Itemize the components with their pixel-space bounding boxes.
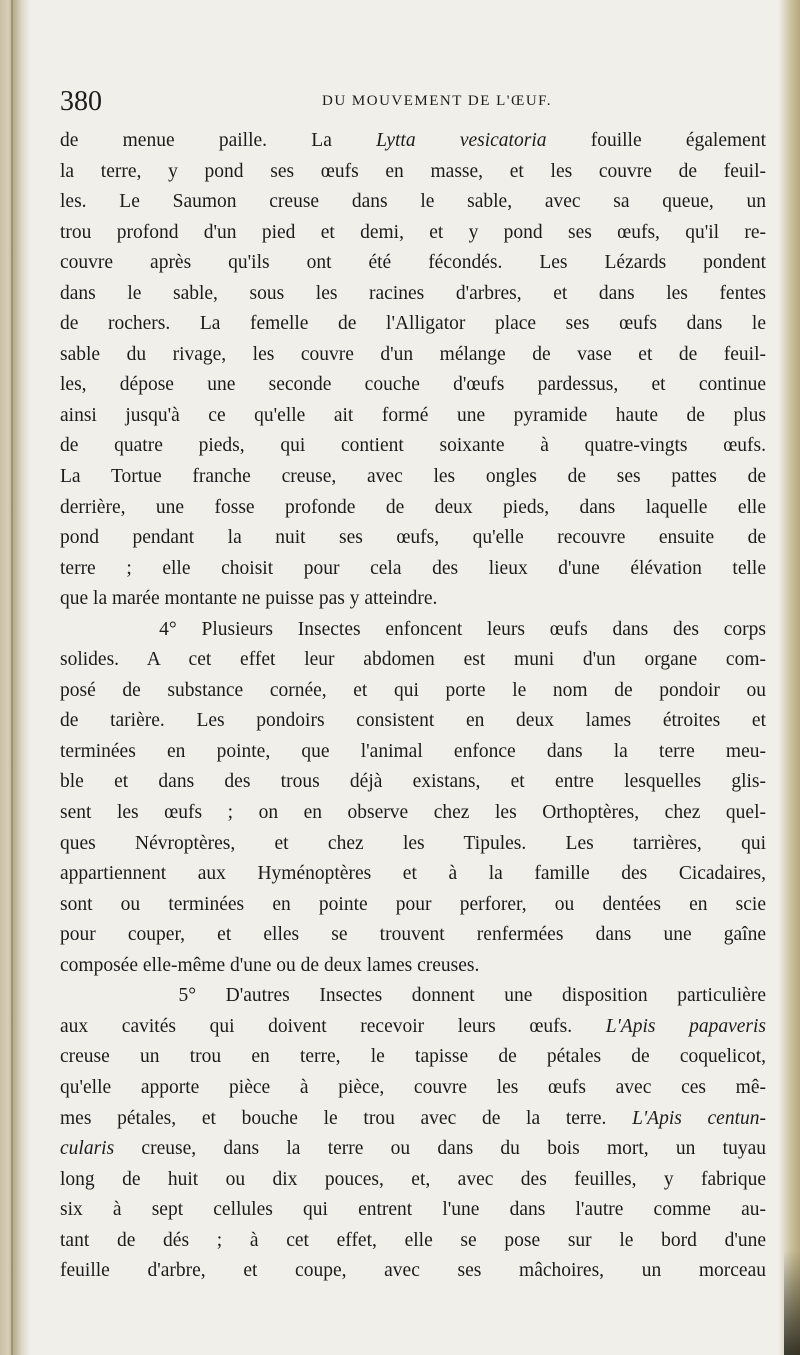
text-line [60, 309, 766, 340]
text-line [60, 584, 766, 615]
text-line [60, 767, 766, 798]
text-line [60, 157, 766, 188]
text-run: pond pendant la nuit ses œufs, qu'elle recouvre ensuite de [60, 527, 766, 549]
text-line [60, 1134, 766, 1165]
text-run: terre ; elle choisit pour cela des lieux d'une élévation telle [60, 557, 766, 579]
text-line [60, 462, 766, 493]
text-run: sent les œufs ; on en observe chez les Orthoptères, chez quel- [60, 802, 766, 824]
text-line [60, 1073, 766, 1104]
text-run: les. Le Saumon creuse dans le sable, avec sa queue, un [60, 191, 766, 213]
text-line [60, 951, 766, 982]
text-run: dans le sable, sous les racines d'arbres, et dans les fentes [60, 282, 766, 304]
text-line [60, 126, 766, 157]
text-run: long de huit ou dix pouces, et, avec des feuilles, y fabrique [60, 1168, 766, 1190]
italic-term: L'Apis papaveris [605, 1015, 766, 1037]
text-run: terminées en pointe, que l'animal enfonce dans la terre meu- [60, 740, 766, 762]
page-edge [778, 0, 800, 1355]
text-line [60, 187, 766, 218]
text-line [60, 1042, 766, 1073]
text-run: sable du rivage, les couvre d'un mélange de vase et de feuil- [60, 343, 766, 365]
italic-term: Lytta vesicatoria [376, 130, 547, 151]
text-line [60, 431, 766, 462]
text-line [60, 401, 766, 432]
text-line [60, 798, 766, 829]
text-line [60, 737, 766, 768]
text-line [60, 829, 766, 860]
text-line [60, 645, 766, 676]
text-line [60, 248, 766, 279]
text-run: feuille d'arbre, et coupe, avec ses mâchoires, un morceau [60, 1260, 766, 1282]
text-line [60, 1165, 766, 1196]
text-line [60, 1226, 766, 1257]
text-run: six à sept cellules qui entrent l'une dans l'autre comme au- [60, 1199, 766, 1221]
text-run: qu'elle apporte pièce à pièce, couvre les œufs avec ces mê- [60, 1076, 766, 1098]
text-run: 5° D'autres Insectes donnent une disposition particulière [60, 985, 766, 1007]
text-run: La Tortue franche creuse, avec les ongles de ses pattes de [60, 466, 766, 488]
text-run: 4° Plusieurs Insectes enfoncent leurs œufs dans des corps [60, 618, 766, 640]
book-gutter [0, 0, 30, 1355]
text-line [60, 523, 766, 554]
page-number: 380 [60, 86, 102, 117]
text-line [60, 615, 766, 646]
text-line [60, 920, 766, 951]
text-run: mes pétales, et bouche le trou avec de la terre. [60, 1107, 633, 1129]
text-line [60, 676, 766, 707]
text-line [60, 340, 766, 371]
italic-term: cularis [60, 1138, 115, 1160]
text-line [60, 370, 766, 401]
text-run: ble et dans des trous déjà existans, et entre lesquelles glis- [60, 771, 766, 793]
text-line [60, 1195, 766, 1226]
body-text [60, 126, 766, 1287]
text-run: posé de substance cornée, et qui porte le nom de pondoir ou [60, 679, 766, 701]
text-line [60, 1012, 766, 1043]
text-run: creuse un trou en terre, le tapisse de pétales de coquelicot, [60, 1046, 766, 1068]
text-block [60, 86, 766, 1287]
text-run: ques Névroptères, et chez les Tipules. Les tarrières, qui [60, 832, 766, 854]
text-run: appartiennent aux Hyménoptères et à la famille des Cicadaires, [60, 863, 766, 885]
text-line [60, 554, 766, 585]
text-run: la terre, y pond ses œufs en masse, et les couvre de feuil- [60, 160, 766, 182]
text-run: creuse, dans la terre ou dans du bois mort, un tuyau [114, 1138, 766, 1160]
text-run: trou profond d'un pied et demi, et y pond ses œufs, qu'il re- [60, 221, 766, 243]
text-run: de menue paille. La [60, 130, 377, 151]
text-run: de rochers. La femelle de l'Alligator place ses œufs dans le [60, 313, 766, 335]
text-run: solides. A cet effet leur abdomen est muni d'un organe com- [60, 649, 766, 671]
text-line [60, 859, 766, 890]
text-run: composée elle-même d'une ou de deux lames creuses. [60, 954, 480, 976]
text-run: derrière, une fosse profonde de deux pieds, dans laquelle elle [60, 496, 766, 518]
text-run: de tarière. Les pondoirs consistent en deux lames étroites et [60, 710, 766, 732]
text-run: de quatre pieds, qui contient soixante à quatre-vingts œufs. [60, 435, 766, 457]
text-line [60, 493, 766, 524]
text-line [60, 1256, 766, 1287]
text-run: les, dépose une seconde couche d'œufs pardessus, et continue [60, 374, 766, 396]
running-head [60, 86, 766, 124]
text-line [60, 890, 766, 921]
text-line [60, 279, 766, 310]
text-run: pour couper, et elles se trouvent renfermées dans une gaîne [60, 924, 766, 946]
text-run: sont ou terminées en pointe pour perforer, ou dentées en scie [60, 893, 766, 915]
text-run: tant de dés ; à cet effet, elle se pose sur le bord d'une [60, 1229, 766, 1251]
text-line [60, 706, 766, 737]
gutter-line [11, 0, 13, 1355]
text-line [60, 981, 766, 1012]
text-line [60, 218, 766, 249]
italic-term: L'Apis centun- [632, 1107, 767, 1129]
text-run: fouille également [546, 130, 766, 151]
text-run: ainsi jusqu'à ce qu'elle ait formé une pyramide haute de plus [60, 404, 766, 426]
page-edge-shadow [784, 1250, 800, 1355]
text-line [60, 1104, 766, 1135]
text-run: que la marée montante ne puisse pas y atteindre. [60, 588, 438, 610]
text-run: aux cavités qui doivent recevoir leurs œufs. [60, 1015, 606, 1037]
text-run: couvre après qu'ils ont été fécondés. Les Lézards pondent [60, 252, 766, 274]
running-title: DU MOUVEMENT DE L'ŒUF. [322, 93, 553, 109]
